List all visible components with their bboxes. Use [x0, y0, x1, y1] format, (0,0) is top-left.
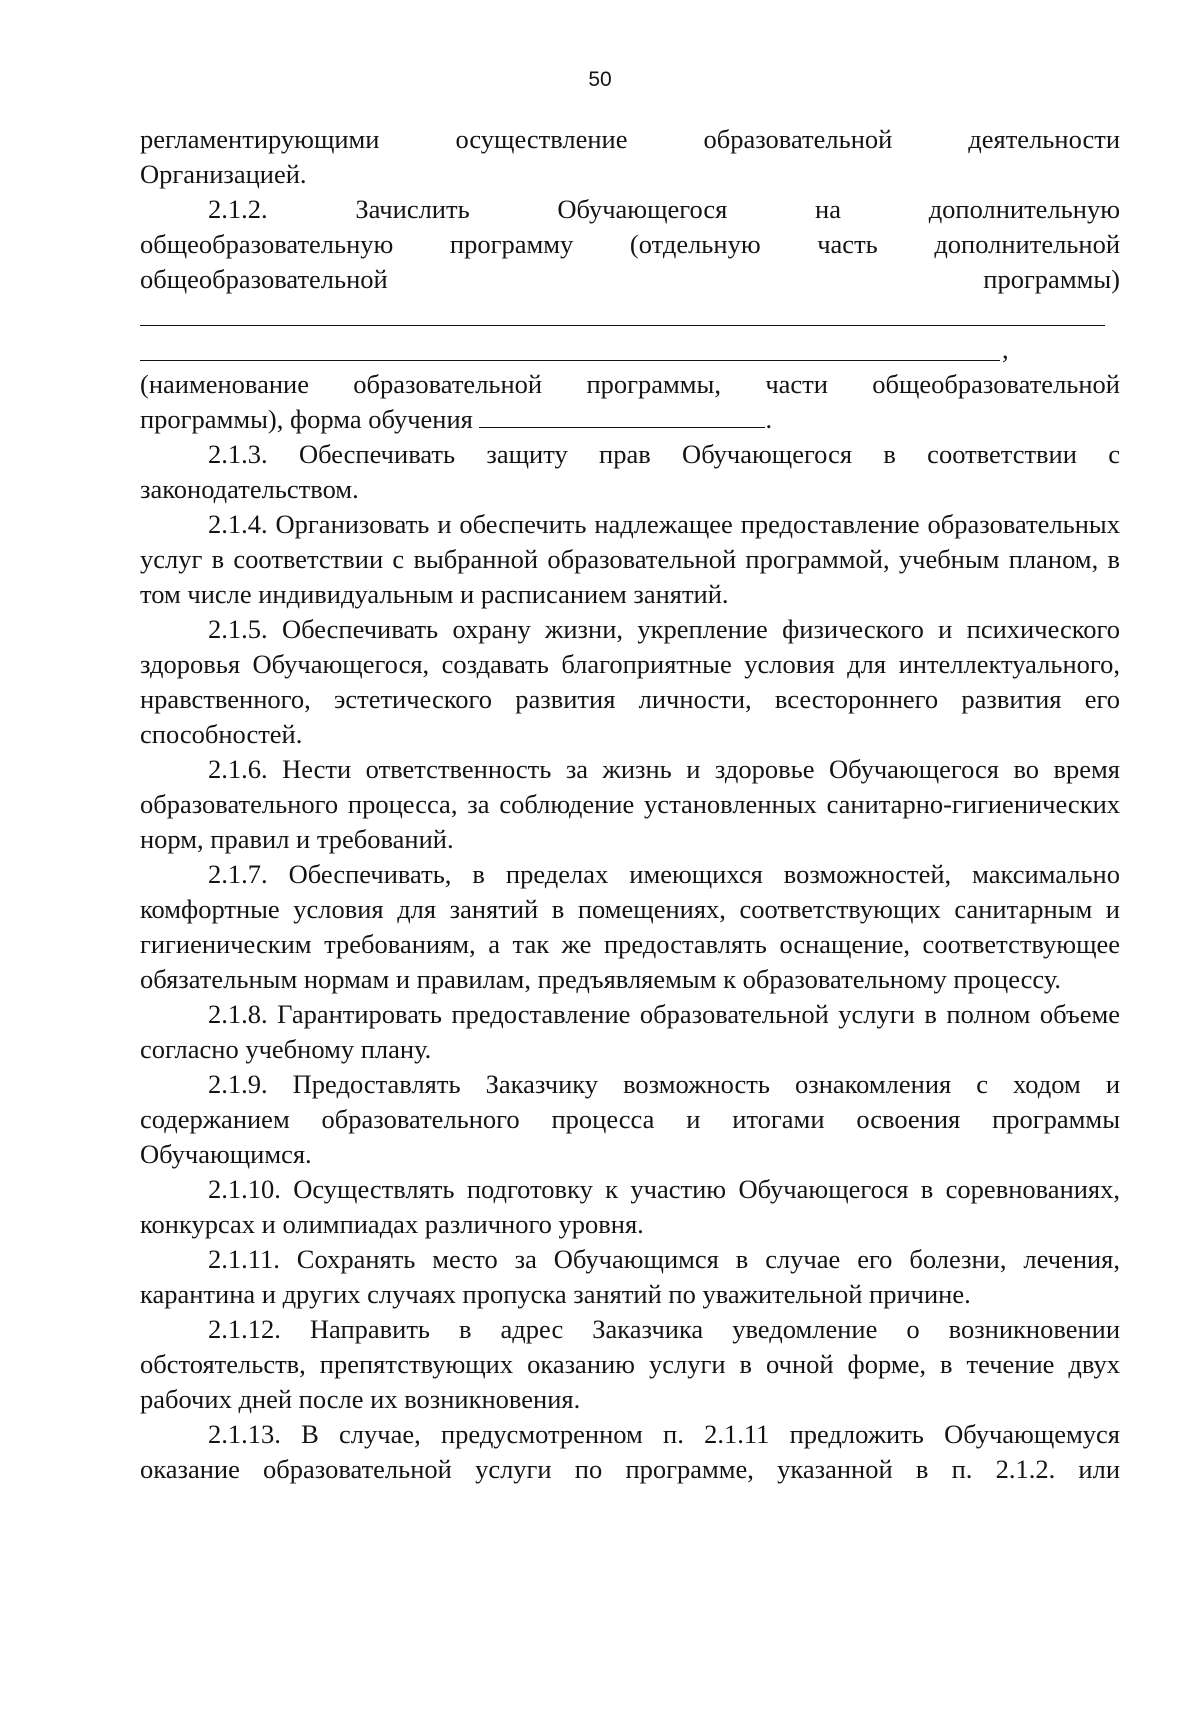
blank-rule	[140, 325, 1105, 326]
clause-2-1-2-line-2: общеобразовательную программу (отдельную часть дополнительной	[140, 229, 1120, 259]
blank-caption-line-2	[140, 402, 1120, 437]
clause-2-1-12: 2.1.12. Направить в адрес Заказчика уведомление о возникновении обстоятельств, препятствующих оказанию услуги в очной форме, в течение двух рабочих дней после их возникновения.	[140, 1314, 1120, 1414]
intro-line-2: Организацией.	[140, 159, 307, 189]
clause-2-1-10: 2.1.10. Осуществлять подготовку к участию Обучающегося в соревнованиях, конкурсах и олимпиадах различного уровня.	[140, 1174, 1120, 1239]
clause-2-1-4: 2.1.4. Организовать и обеспечить надлежащее предоставление образовательных услуг в соответствии с выбранной образовательной программой, учебным планом, в том числе индивидуальным и расписанием занятий.	[140, 509, 1120, 609]
blank-caption-line-1: (наименование образовательной программы, части общеобразовательной	[140, 369, 1120, 399]
clause-2-1-13: 2.1.13. В случае, предусмотренном п. 2.1.11 предложить Обучающемуся оказание образовательной услуги по программе, указанной в п. 2.1.2. или	[140, 1419, 1120, 1484]
clause-2-1-7: 2.1.7. Обеспечивать, в пределах имеющихся возможностей, максимально комфортные условия для занятий в помещениях, соответствующих санитарным и гигиеническим требованиям, а так же предоставлять оснащение, соответствующее обязательным нормам и правилам, предъявляемым к образовательному процессу.	[140, 859, 1120, 994]
blank-rule	[140, 360, 1000, 361]
clause-2-1-11: 2.1.11. Сохранять место за Обучающимся в случае его болезни, лечения, карантина и других случаях пропуска занятий по уважительной причине.	[140, 1244, 1120, 1309]
document-body	[140, 122, 1120, 1487]
intro-line-1: регламентирующими осуществление образовательной деятельности	[140, 124, 1120, 154]
clause-2-1-2-line-1: 2.1.2. Зачислить Обучающегося на дополнительную	[208, 194, 1120, 224]
clause-2-1-5: 2.1.5. Обеспечивать охрану жизни, укрепление физического и психического здоровья Обучающегося, создавать благоприятные условия для интеллектуального, нравственного, эстетического развития личности, всестороннего развития его способностей.	[140, 614, 1120, 749]
form-of-study-blank	[479, 405, 765, 428]
clause-2-1-3: 2.1.3. Обеспечивать защиту прав Обучающегося в соответствии с законодательством.	[140, 439, 1120, 504]
clause-2-1-9: 2.1.9. Предоставлять Заказчику возможность ознакомления с ходом и содержанием образовательного процесса и итогами освоения программы Обучающимся.	[140, 1069, 1120, 1169]
clause-2-1-6: 2.1.6. Нести ответственность за жизнь и здоровье Обучающегося во время образовательного процесса, за соблюдение установленных санитарно-гигиенических норм, правил и требований.	[140, 754, 1120, 854]
program-name-blank-2	[140, 332, 1120, 367]
caption-prefix: программы), форма обучения	[140, 404, 473, 434]
caption-suffix: .	[765, 404, 773, 434]
clause-2-1-2-line-3: общеобразовательной программы)	[140, 264, 1120, 294]
program-name-blank-1	[140, 297, 1120, 332]
blank-comma: ,	[1002, 334, 1009, 364]
page-number: 50	[588, 68, 612, 91]
clause-2-1-8: 2.1.8. Гарантировать предоставление образовательной услуги в полном объеме согласно учебному плану.	[140, 999, 1120, 1064]
